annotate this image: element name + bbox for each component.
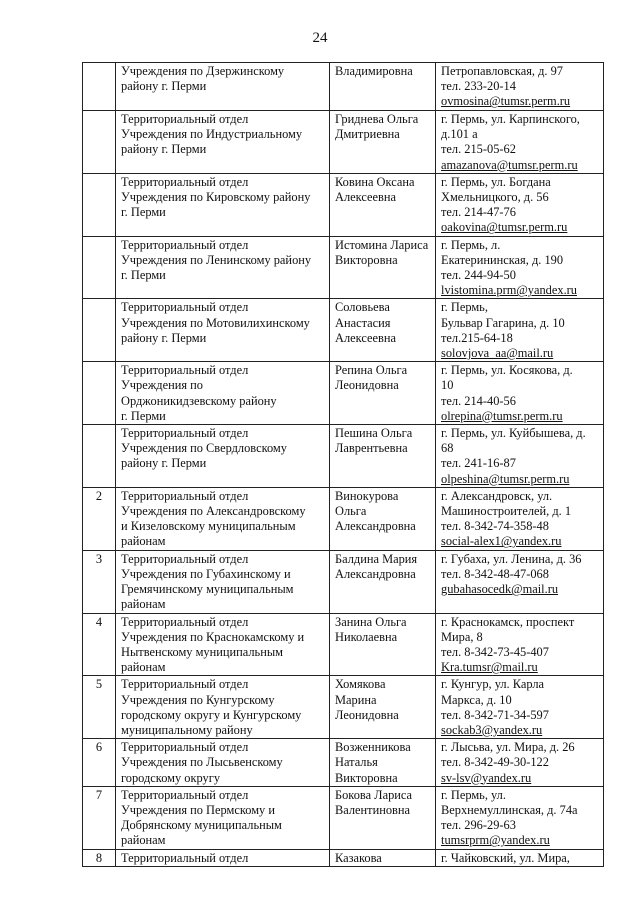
contact-details <box>436 613 604 676</box>
contact-details-line: Петропавловская, д. 97 <box>441 64 563 78</box>
email-link[interactable]: oakovina@tumsr.perm.ru <box>441 220 568 235</box>
row-number: 7 <box>83 786 116 849</box>
contact-person-line: Казакова <box>335 850 382 865</box>
organization-name-line: району г. Перми <box>121 330 207 345</box>
table-row <box>83 739 604 787</box>
table-row <box>83 425 604 488</box>
contact-details-line: тел. 214-40-56 <box>441 393 516 408</box>
organization-name-line: Нытвенскому муниципальным <box>121 644 284 659</box>
contact-details <box>436 236 604 299</box>
organization-name-line: районам <box>121 597 166 612</box>
organization-name-line: Территориальный отдел <box>121 426 249 441</box>
contact-details-line: Маркса, д. 10 <box>441 692 512 707</box>
row-number: 3 <box>83 550 116 613</box>
contact-person-line: Бокова Лариса <box>335 787 413 802</box>
contact-details-line: г. Пермь, ул. Богдана <box>441 174 551 189</box>
contact-details-line: д.101 а <box>441 127 478 142</box>
contact-details <box>436 487 604 550</box>
organization-name-line: г. Перми <box>121 205 166 220</box>
row-number: 8 <box>83 849 116 866</box>
email-link[interactable]: sv-lsv@yandex.ru <box>441 770 532 785</box>
organization-name-line: Учреждения по Пермскому и <box>121 802 275 817</box>
row-number <box>83 425 116 488</box>
organization-name-line: г. Перми <box>121 408 166 423</box>
table-row <box>83 849 604 866</box>
contact-details-line: тел. 8-342-49-30-122 <box>441 755 549 770</box>
email-link[interactable]: sockab3@yandex.ru <box>441 722 543 737</box>
contact-details-line: тел. 233-20-14 <box>441 79 516 94</box>
contact-person-line: Викторовна <box>335 770 398 785</box>
contact-details <box>436 111 604 174</box>
contact-details-line: г. Лысьва, ул. Мира, д. 26 <box>441 740 575 755</box>
organization-name-line: району г. Перми <box>121 142 207 157</box>
contact-person-line: Ольга <box>335 504 367 519</box>
table-row <box>83 63 604 111</box>
contact-person-line: Лаврентьевна <box>335 441 408 456</box>
table-row <box>83 173 604 236</box>
organization-name-line: Территориальный отдел <box>121 787 249 802</box>
contact-person-line: Леонидовна <box>335 378 399 393</box>
organization-name <box>116 849 330 866</box>
organization-name-line: городскому округу <box>121 770 221 785</box>
contact-person-line: Леонидовна <box>335 707 399 722</box>
contact-details-line: г. Пермь, <box>441 300 488 315</box>
organization-name-line: Территориальный отдел <box>121 551 249 566</box>
row-number: 2 <box>83 487 116 550</box>
organization-name-line: Учреждения по Ленинскому району <box>121 252 312 267</box>
contact-person-line: Валентиновна <box>335 802 411 817</box>
contact-person-line: Владимировна <box>335 64 413 78</box>
contact-details-line: г. Краснокамск, проспект <box>441 614 575 629</box>
contact-person <box>330 676 436 739</box>
contact-person-line: Хомякова <box>335 677 386 692</box>
contact-person-line: Александровна <box>335 519 416 534</box>
contact-person-line: Александровна <box>335 566 416 581</box>
contact-person <box>330 739 436 787</box>
contact-details-line: тел. 244-94-50 <box>441 268 516 283</box>
contact-details-line: тел. 214-47-76 <box>441 205 516 220</box>
contact-details <box>436 173 604 236</box>
organization-name-line: Учреждения по Губахинскому и <box>121 566 291 581</box>
organization-name-line: Территориальный отдел <box>121 300 249 315</box>
contact-person <box>330 550 436 613</box>
contact-person <box>330 786 436 849</box>
organization-name <box>116 613 330 676</box>
contact-person <box>330 111 436 174</box>
contact-details-line: г. Губаха, ул. Ленина, д. 36 <box>441 551 582 566</box>
contact-person <box>330 487 436 550</box>
contact-details <box>436 299 604 362</box>
organization-name <box>116 739 330 787</box>
contact-details-line: г. Пермь, ул. Карпинского, <box>441 112 580 126</box>
email-link[interactable]: lvistomina.prm@yandex.ru <box>441 283 577 298</box>
organization-name-line: Территориальный отдел <box>121 363 249 378</box>
organization-name-line: муниципальному району <box>121 722 253 737</box>
contact-details-line: г. Пермь, ул. Косякова, д. <box>441 363 573 378</box>
contact-details-line: г. Кунгур, ул. Карла <box>441 677 545 692</box>
email-link[interactable]: amazanova@tumsr.perm.ru <box>441 157 578 172</box>
contact-person <box>330 236 436 299</box>
organization-name-line: Учреждения по Лысьвенскому <box>121 755 283 770</box>
email-link[interactable]: gubahasocedk@mail.ru <box>441 582 559 597</box>
organization-name-line: Учреждения по Дзержинскому <box>121 64 285 78</box>
organization-name <box>116 173 330 236</box>
organization-name-line: г. Перми <box>121 268 166 283</box>
row-number <box>83 111 116 174</box>
contact-details-line: Верхнемуллинская, д. 74а <box>441 802 578 817</box>
contact-details-line: тел. 8-342-48-47-068 <box>441 566 549 581</box>
table-row <box>83 362 604 425</box>
contact-details-line: г. Пермь, л. <box>441 237 501 252</box>
organization-name-line: районам <box>121 534 166 549</box>
organization-name-line: Учреждения по <box>121 378 203 393</box>
contact-person-line: Ковина Оксана <box>335 174 415 189</box>
contact-details-line: тел. 241-16-87 <box>441 456 516 471</box>
contact-person-line: Викторовна <box>335 252 398 267</box>
contact-person-line: Алексеевна <box>335 330 396 345</box>
contact-details-line: г. Чайковский, ул. Мира, <box>441 850 570 865</box>
contact-person-line: Занина Ольга <box>335 614 407 629</box>
contact-person-line: Возженникова <box>335 740 411 755</box>
organization-name <box>116 111 330 174</box>
contact-details-line: тел. 8-342-74-358-48 <box>441 519 549 534</box>
contact-details-line: тел. 296-29-63 <box>441 818 516 833</box>
organization-name-line: Учреждения по Свердловскому <box>121 441 287 456</box>
organization-name <box>116 299 330 362</box>
contact-details-line: Бульвар Гагарина, д. 10 <box>441 315 565 330</box>
row-number: 5 <box>83 676 116 739</box>
organization-name-line: Учреждения по Краснокамскому и <box>121 629 305 644</box>
contact-details-line: Машиностроителей, д. 1 <box>441 504 572 519</box>
contact-details <box>436 739 604 787</box>
contact-details-line: тел.215-64-18 <box>441 330 513 345</box>
table-row <box>83 299 604 362</box>
email-link[interactable]: olrepina@tumsr.perm.ru <box>441 408 563 423</box>
contact-details-line: Екатерининская, д. 190 <box>441 252 564 267</box>
organization-name-line: району г. Перми <box>121 79 207 94</box>
contact-details-line: тел. 8-342-71-34-597 <box>441 707 549 722</box>
organization-name-line: Учреждения по Александровскому <box>121 504 306 519</box>
organization-name-line: Учреждения по Индустриальному <box>121 127 303 142</box>
contact-details-line: г. Пермь, ул. <box>441 787 506 802</box>
contact-person-line: Анастасия <box>335 315 391 330</box>
organization-name-line: районам <box>121 660 166 675</box>
contact-person <box>330 849 436 866</box>
contact-person <box>330 425 436 488</box>
organization-name-line: городскому округу и Кунгурскому <box>121 707 302 722</box>
organization-name-line: Учреждения по Кировскому району <box>121 190 311 205</box>
contact-person-line: Репина Ольга <box>335 363 408 378</box>
row-number <box>83 299 116 362</box>
email-link[interactable]: solovjova_aa@mail.ru <box>441 346 554 361</box>
contact-details <box>436 63 604 111</box>
organization-name-line: Территориальный отдел <box>121 740 249 755</box>
contact-details <box>436 676 604 739</box>
contact-person-line: Соловьева <box>335 300 390 315</box>
organization-name <box>116 425 330 488</box>
row-number <box>83 63 116 111</box>
table-row <box>83 550 604 613</box>
table-row <box>83 111 604 174</box>
organization-name-line: Добрянскому муниципальным <box>121 818 282 833</box>
organization-name <box>116 362 330 425</box>
contact-details-line: 10 <box>441 378 454 393</box>
organization-name-line: Орджоникидзевскому району <box>121 393 277 408</box>
email-link[interactable]: social-alex1@yandex.ru <box>441 534 562 549</box>
organization-name-line: Учреждения по Мотовилихинскому <box>121 315 310 330</box>
row-number <box>83 173 116 236</box>
organization-name <box>116 487 330 550</box>
organization-name <box>116 236 330 299</box>
contact-details-line: Мира, 8 <box>441 629 483 644</box>
contact-person-line: Пешина Ольга <box>335 426 413 441</box>
contact-person-line: Дмитриевна <box>335 127 400 142</box>
contact-person-line: Гриднева Ольга <box>335 112 419 126</box>
organization-name <box>116 676 330 739</box>
contact-details <box>436 786 604 849</box>
page-number: 24 <box>312 30 328 46</box>
organization-name <box>116 550 330 613</box>
organization-name-line: Территориальный отдел <box>121 237 249 252</box>
table-row <box>83 487 604 550</box>
contact-person-line: Наталья <box>335 755 378 770</box>
contact-person <box>330 173 436 236</box>
row-number: 6 <box>83 739 116 787</box>
table-row <box>83 236 604 299</box>
email-link[interactable]: ovmosina@tumsr.perm.ru <box>441 94 571 109</box>
contact-person <box>330 613 436 676</box>
contact-person-line: Алексеевна <box>335 190 396 205</box>
contact-person-line: Балдина Мария <box>335 551 418 566</box>
contact-person-line: Николаевна <box>335 629 398 644</box>
organization-name-line: району г. Перми <box>121 456 207 471</box>
contact-details-line: тел. 215-05-62 <box>441 142 516 157</box>
organization-name-line: Территориальный отдел <box>121 174 249 189</box>
contact-details-line: г. Пермь, ул. Куйбышева, д. <box>441 426 586 441</box>
organization-name-line: Учреждения по Кунгурскому <box>121 692 275 707</box>
contact-person-line: Винокурова <box>335 488 399 503</box>
contact-person-line: Истомина Лариса <box>335 237 429 252</box>
contact-details <box>436 849 604 866</box>
contact-details-line: г. Александровск, ул. <box>441 488 553 503</box>
organization-name <box>116 786 330 849</box>
organization-name-line: Гремячинскому муниципальным <box>121 582 294 597</box>
contact-details-line: 68 <box>441 441 454 456</box>
contact-person-line: Марина <box>335 692 377 707</box>
organization-name-line: Территориальный отдел <box>121 677 249 692</box>
contact-person <box>330 299 436 362</box>
email-link[interactable]: Kra.tumsr@mail.ru <box>441 660 538 675</box>
organization-name-line: и Кизеловскому муниципальным <box>121 519 296 534</box>
contact-details <box>436 425 604 488</box>
table-row <box>83 613 604 676</box>
contact-person <box>330 362 436 425</box>
contact-person <box>330 63 436 111</box>
contact-details <box>436 550 604 613</box>
contacts-table <box>82 62 604 867</box>
contact-details <box>436 362 604 425</box>
email-link[interactable]: tumsrprm@yandex.ru <box>441 833 550 848</box>
contact-details-line: Хмельницкого, д. 56 <box>441 190 549 205</box>
organization-name-line: Территориальный отдел <box>121 850 249 865</box>
table-row <box>83 676 604 739</box>
row-number <box>83 236 116 299</box>
email-link[interactable]: olpeshina@tumsr.perm.ru <box>441 471 570 486</box>
organization-name-line: Территориальный отдел <box>121 488 249 503</box>
organization-name-line: Территориальный отдел <box>121 614 249 629</box>
organization-name-line: Территориальный отдел <box>121 112 249 126</box>
contact-details-line: тел. 8-342-73-45-407 <box>441 644 549 659</box>
row-number: 4 <box>83 613 116 676</box>
organization-name-line: районам <box>121 833 166 848</box>
table-row <box>83 786 604 849</box>
organization-name <box>116 63 330 111</box>
row-number <box>83 362 116 425</box>
